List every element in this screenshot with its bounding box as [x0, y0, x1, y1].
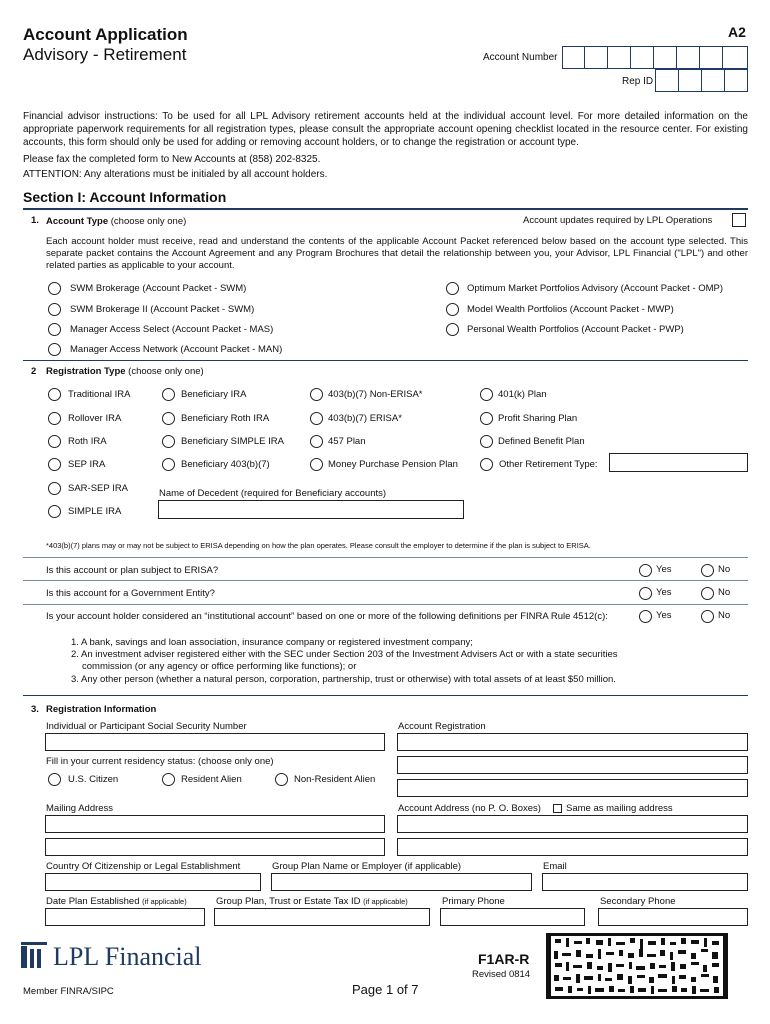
member-finra: Member FINRA/SIPC	[23, 986, 114, 997]
group-plan-label: Group Plan Name or Employer (if applicable)	[272, 861, 462, 872]
option-label: 457 Plan	[328, 436, 366, 447]
definition-item: 2. An investment adviser registered either with the SEC under Section 203 of the Investment Advisers Act or with a state securities	[71, 649, 618, 660]
option-label: 403(b)(7) ERISA*	[328, 413, 402, 424]
option-label: Rollover IRA	[68, 413, 122, 424]
radio-457-plan[interactable]	[310, 435, 323, 448]
q1-number: 1.	[31, 215, 39, 226]
page-subtitle: Advisory - Retirement	[23, 45, 187, 64]
decedent-label: Name of Decedent (required for Beneficiary accounts)	[159, 488, 387, 499]
q1-heading	[46, 216, 186, 228]
radio-sep-ira[interactable]	[48, 458, 61, 471]
lpl-logo-icon	[21, 942, 47, 968]
secondary-phone-input[interactable]	[598, 908, 748, 926]
institutional-yes-radio[interactable]	[639, 610, 652, 623]
radio-personal-wealth[interactable]	[446, 323, 459, 336]
tax-id-label-text: Group Plan, Trust or Estate Tax ID	[216, 896, 361, 907]
barcode-icon	[546, 933, 728, 999]
mailing-address-label: Mailing Address	[46, 803, 114, 814]
divider	[23, 557, 748, 558]
secondary-phone-label: Secondary Phone	[600, 896, 676, 907]
radio-resident-alien[interactable]	[162, 773, 175, 786]
radio-swm-brokerage[interactable]	[48, 282, 61, 295]
advisor-instructions: Financial advisor instructions: To be used for all LPL Advisory retirement accounts held at the individual account level. For more detailed information on the appropriate paperwork requirements for all registration types, please consult the appropriate account opening checklist located in the resource center. For existing accounts, this form should only be used for adding or removing account holders, or to change the registration or account type.	[23, 111, 748, 148]
radio-defined-benefit[interactable]	[480, 435, 493, 448]
account-registration-label: Account Registration	[398, 721, 486, 732]
radio-beneficiary-simple-ira[interactable]	[162, 435, 175, 448]
option-label: Profit Sharing Plan	[498, 413, 578, 424]
q3-label: Registration Information	[46, 704, 157, 715]
decedent-name-input[interactable]	[158, 500, 464, 519]
definition-item: commission (or any agency or office performing like functions); or	[82, 661, 357, 672]
option-label: SWM Brokerage II (Account Packet - SWM)	[70, 304, 255, 315]
group-plan-input[interactable]	[271, 873, 532, 891]
option-label: Optimum Market Portfolios Advisory (Account Packet - OMP)	[467, 283, 724, 294]
divider	[23, 604, 748, 605]
radio-other-retirement[interactable]	[480, 458, 493, 471]
q2-label: Registration Type	[46, 366, 126, 377]
institutional-no-radio[interactable]	[701, 610, 714, 623]
yes-label: Yes	[656, 610, 672, 621]
section-title: Section I: Account Information	[23, 189, 227, 205]
radio-rollover-ira[interactable]	[48, 412, 61, 425]
q2-number: 2	[31, 366, 37, 377]
option-label: SIMPLE IRA	[68, 506, 122, 517]
option-label: Beneficiary IRA	[181, 389, 247, 400]
residency-label: Fill in your current residency status: (choose only one)	[46, 756, 274, 767]
option-label: 401(k) Plan	[498, 389, 547, 400]
radio-optimum-market[interactable]	[446, 282, 459, 295]
option-label: Beneficiary Roth IRA	[181, 413, 270, 424]
radio-simple-ira[interactable]	[48, 505, 61, 518]
account-address-input[interactable]	[397, 815, 748, 833]
radio-sar-sep-ira[interactable]	[48, 482, 61, 495]
erisa-yes-radio[interactable]	[639, 564, 652, 577]
option-label: Traditional IRA	[68, 389, 131, 400]
option-label: Beneficiary 403(b)(7)	[181, 459, 270, 470]
account-packet-paragraph: Each account holder must receive, read and understand the contents of the applicable Account Packet referenced below based on the account type selected. This separate packet contains the Account Agreement and any Program Brochures that detail the relationship between you, your Advisor, LPL Financial ("LPL") and other related parties as applicable to your account.	[46, 236, 748, 271]
radio-403b7-erisa[interactable]	[310, 412, 323, 425]
option-label: Defined Benefit Plan	[498, 436, 585, 447]
no-label: No	[718, 564, 731, 575]
q1-hint: (choose only one)	[110, 216, 187, 227]
government-entity-question: Is this account for a Government Entity?	[46, 588, 215, 599]
account-address-input-2[interactable]	[397, 838, 748, 856]
mailing-address-input-2[interactable]	[45, 838, 385, 856]
radio-swm-brokerage-ii[interactable]	[48, 303, 61, 316]
yes-label: Yes	[656, 564, 672, 575]
radio-manager-access-select[interactable]	[48, 323, 61, 336]
erisa-no-radio[interactable]	[701, 564, 714, 577]
revised-date: Revised 0814	[472, 969, 531, 980]
radio-non-resident-alien[interactable]	[275, 773, 288, 786]
rep-id-label: Rep ID	[622, 76, 654, 87]
primary-phone-label: Primary Phone	[442, 896, 505, 907]
account-registration-input[interactable]	[397, 733, 748, 751]
yes-label: Yes	[656, 587, 672, 598]
radio-beneficiary-roth-ira[interactable]	[162, 412, 175, 425]
radio-money-purchase-pension[interactable]	[310, 458, 323, 471]
rep-id-field[interactable]	[655, 69, 748, 92]
radio-manager-access-network[interactable]	[48, 343, 61, 356]
section-divider	[23, 208, 748, 210]
ssn-label: Individual or Participant Social Security Number	[46, 721, 247, 732]
option-label: Resident Alien	[181, 774, 242, 785]
if-applicable-note: (if applicable)	[363, 897, 408, 906]
country-input[interactable]	[45, 873, 261, 891]
option-label: SWM Brokerage (Account Packet - SWM)	[70, 283, 247, 294]
other-retirement-type-input[interactable]	[609, 453, 748, 472]
account-updates-checkbox[interactable]	[732, 213, 746, 227]
option-label: Beneficiary SIMPLE IRA	[181, 436, 284, 447]
mailing-address-input[interactable]	[45, 815, 385, 833]
institutional-account-question: Is your account holder considered an “institutional account” based on one or more of the following definitions per FINRA Rule 4512(c):	[46, 611, 608, 622]
page-title: Account Application	[23, 25, 188, 44]
option-label: U.S. Citizen	[68, 774, 119, 785]
divider	[23, 360, 748, 361]
option-label: 403(b)(7) Non-ERISA*	[328, 389, 423, 400]
radio-profit-sharing[interactable]	[480, 412, 493, 425]
form-code: A2	[728, 24, 746, 40]
option-label: Non-Resident Alien	[294, 774, 376, 785]
tax-id-input[interactable]	[214, 908, 430, 926]
option-label: Roth IRA	[68, 436, 107, 447]
divider	[23, 695, 748, 696]
account-number-label: Account Number	[483, 52, 558, 63]
radio-401k-plan[interactable]	[480, 388, 493, 401]
radio-403b7-non-erisa[interactable]	[310, 388, 323, 401]
divider	[23, 580, 748, 581]
q2-heading	[46, 366, 204, 378]
definition-item: 3. Any other person (whether a natural person, corporation, partnership, trust or otherwise) with total assets of at least $50 million.	[71, 674, 616, 685]
country-label: Country Of Citizenship or Legal Establishment	[46, 861, 241, 872]
radio-beneficiary-ira[interactable]	[162, 388, 175, 401]
account-updates-label: Account updates required by LPL Operations	[523, 215, 713, 226]
page-number: Page 1 of 7	[352, 982, 419, 997]
option-label: SEP IRA	[68, 459, 106, 470]
option-label: Manager Access Network (Account Packet - MAN)	[70, 344, 283, 355]
account-registration-input-3[interactable]	[397, 779, 748, 797]
account-number-field[interactable]	[562, 46, 748, 69]
radio-beneficiary-403b7[interactable]	[162, 458, 175, 471]
no-label: No	[718, 610, 731, 621]
same-as-mailing-checkbox[interactable]	[553, 804, 562, 813]
option-label: Money Purchase Pension Plan	[328, 459, 458, 470]
q3-number: 3.	[31, 704, 39, 715]
government-no-radio[interactable]	[701, 587, 714, 600]
option-label: Personal Wealth Portfolios (Account Packet - PWP)	[467, 324, 684, 335]
email-input[interactable]	[542, 873, 748, 891]
date-plan-label	[46, 896, 187, 908]
option-label: Model Wealth Portfolios (Account Packet - MWP)	[467, 304, 674, 315]
same-as-mailing-label: Same as mailing address	[566, 803, 673, 814]
primary-phone-input[interactable]	[440, 908, 585, 926]
date-plan-label-text: Date Plan Established	[46, 896, 140, 907]
government-yes-radio[interactable]	[639, 587, 652, 600]
option-label: Other Retirement Type:	[499, 459, 598, 470]
email-label: Email	[543, 861, 567, 872]
brand-name: LPL Financial	[53, 942, 202, 971]
definition-item: 1. A bank, savings and loan association, insurance company or registered investment company;	[71, 637, 473, 648]
tax-id-label	[216, 896, 408, 908]
ssn-input[interactable]	[45, 733, 385, 751]
option-label: SAR-SEP IRA	[68, 483, 129, 494]
form-id: F1AR-R	[478, 951, 530, 967]
fax-instructions: Please fax the completed form to New Accounts at (858) 202-8325.	[23, 154, 321, 165]
account-address-label: Account Address (no P. O. Boxes)	[398, 803, 541, 814]
radio-roth-ira[interactable]	[48, 435, 61, 448]
q1-label: Account Type	[46, 216, 109, 227]
no-label: No	[718, 587, 731, 598]
if-applicable-note: (if applicable)	[142, 897, 187, 906]
radio-model-wealth[interactable]	[446, 303, 459, 316]
date-plan-input[interactable]	[45, 908, 205, 926]
erisa-question: Is this account or plan subject to ERISA?	[46, 565, 219, 576]
option-label: Manager Access Select (Account Packet - MAS)	[70, 324, 274, 335]
radio-us-citizen[interactable]	[48, 773, 61, 786]
q2-hint: (choose only one)	[128, 366, 204, 377]
erisa-footnote: *403(b)(7) plans may or may not be subject to ERISA depending on how the plan operates. Please consult the employer to determine if the plan is subject to ERISA.	[46, 541, 591, 550]
account-registration-input-2[interactable]	[397, 756, 748, 774]
attention-note: ATTENTION: Any alterations must be initialed by all account holders.	[23, 169, 328, 180]
radio-traditional-ira[interactable]	[48, 388, 61, 401]
